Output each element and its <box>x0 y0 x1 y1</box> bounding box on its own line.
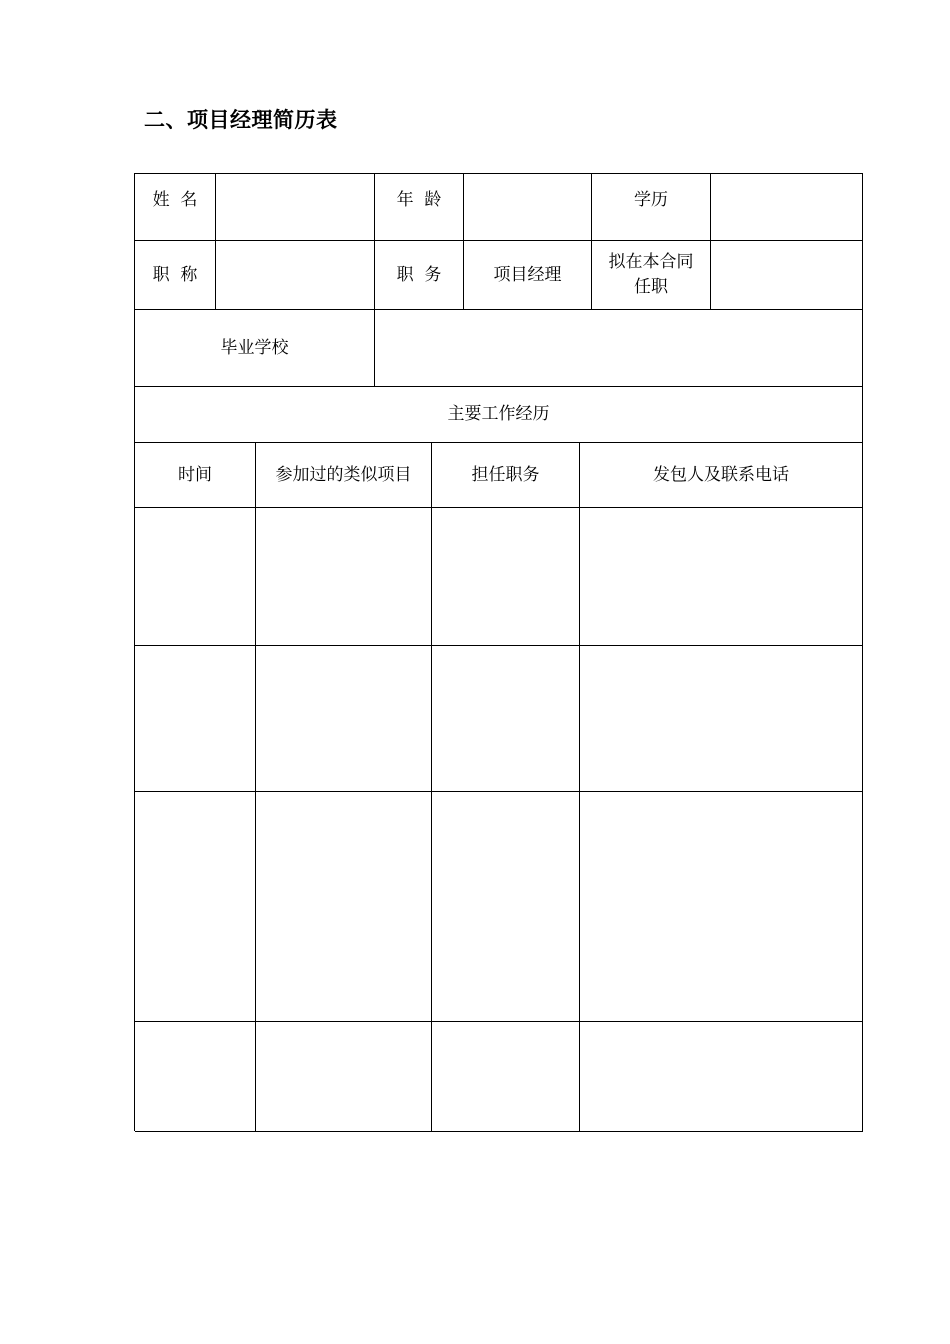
title-field[interactable] <box>216 241 375 310</box>
column-header-client-phone: 发包人及联系电话 <box>580 443 863 508</box>
column-header-time: 时间 <box>135 443 256 508</box>
age-field[interactable] <box>464 174 592 241</box>
resume-form <box>134 173 863 1131</box>
experience-row-3-role[interactable] <box>432 792 580 1022</box>
name-label-text: 姓 名 <box>152 189 198 210</box>
experience-row-1-client-phone[interactable] <box>580 508 863 646</box>
experience-row-2-time[interactable] <box>135 646 256 792</box>
experience-row-3-time[interactable] <box>135 792 256 1022</box>
name-field[interactable] <box>216 174 375 241</box>
experience-row-4-project[interactable] <box>256 1022 432 1132</box>
title-label <box>135 241 216 310</box>
column-header-projects: 参加过的类似项目 <box>256 443 432 508</box>
experience-row-2-project[interactable] <box>256 646 432 792</box>
education-field[interactable] <box>711 174 863 241</box>
experience-row-2-role[interactable] <box>432 646 580 792</box>
age-label-text: 年 龄 <box>396 189 442 210</box>
contract-role-field[interactable] <box>711 241 863 310</box>
experience-row-1-project[interactable] <box>256 508 432 646</box>
experience-row-3-project[interactable] <box>256 792 432 1022</box>
title-label-text: 职 称 <box>152 264 198 285</box>
school-field[interactable] <box>375 310 863 387</box>
column-header-role: 担任职务 <box>432 443 580 508</box>
experience-row-4-client-phone[interactable] <box>580 1022 863 1132</box>
school-label: 毕业学校 <box>135 310 375 387</box>
position-field[interactable]: 项目经理 <box>464 241 592 310</box>
contract-role-label-text: 拟在本合同任职 <box>608 252 694 297</box>
position-label <box>375 241 464 310</box>
experience-section-title: 主要工作经历 <box>135 387 863 443</box>
experience-row-1-time[interactable] <box>135 508 256 646</box>
position-label-text: 职 务 <box>396 264 442 285</box>
experience-row-3-client-phone[interactable] <box>580 792 863 1022</box>
education-label: 学历 <box>592 174 711 241</box>
document-title: 二、项目经理简历表 <box>144 108 338 132</box>
age-label <box>375 174 464 241</box>
experience-row-4-role[interactable] <box>432 1022 580 1132</box>
contract-role-label <box>592 241 711 310</box>
experience-row-4-time[interactable] <box>135 1022 256 1132</box>
experience-row-1-role[interactable] <box>432 508 580 646</box>
experience-row-2-client-phone[interactable] <box>580 646 863 792</box>
name-label <box>135 174 216 241</box>
